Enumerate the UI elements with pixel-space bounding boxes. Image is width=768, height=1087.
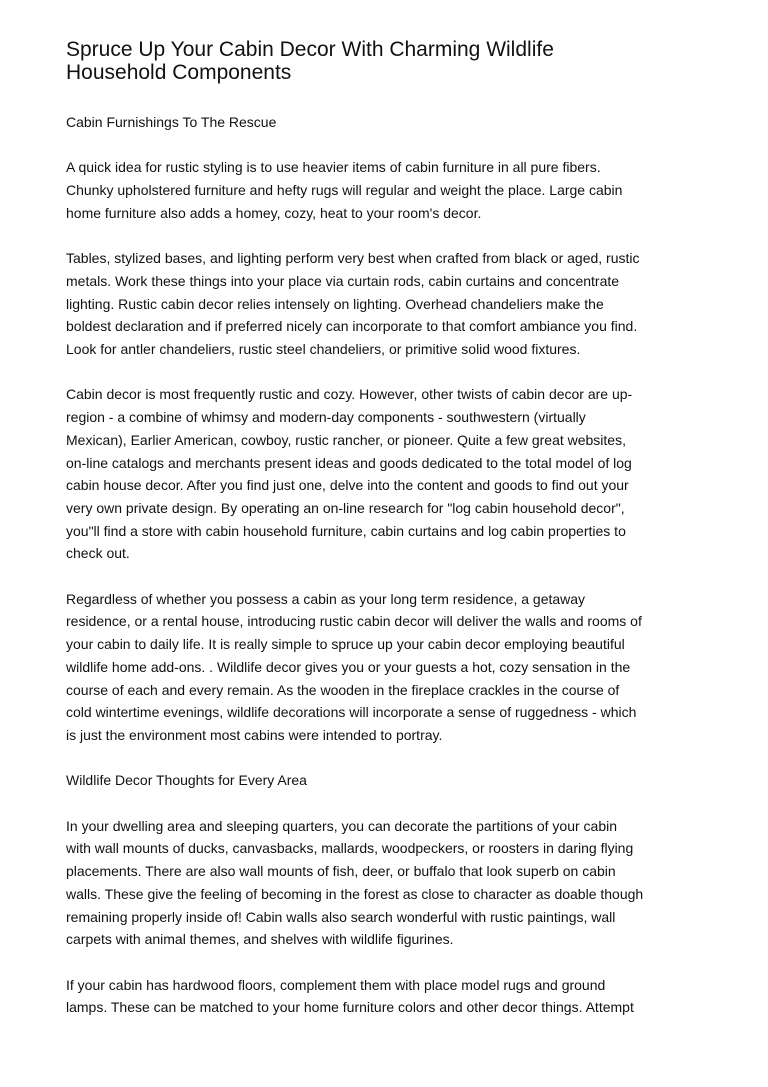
paragraph-6 <box>66 974 708 1019</box>
text-line: very own private design. By operating an on-line research for "log cabin household decor", <box>66 499 625 516</box>
text-line: A quick idea for rustic styling is to use heavier items of cabin furniture in all pure fibers. <box>66 159 601 176</box>
document-title <box>66 38 708 84</box>
text-line: placements. There are also wall mounts of fish, deer, or buffalo that look superb on cabin <box>66 863 616 880</box>
text-line: If your cabin has hardwood floors, complement them with place model rugs and ground <box>66 976 606 993</box>
text-line: Cabin decor is most frequently rustic and cozy. However, other twists of cabin decor are up- <box>66 386 633 403</box>
text-line: boldest declaration and if preferred nicely can incorporate to that comfort ambiance you find. <box>66 318 638 335</box>
paragraph-1 <box>66 156 708 224</box>
text-line: course of each and every remain. As the wooden in the fireplace crackles in the course of <box>66 681 620 698</box>
title-line: Spruce Up Your Cabin Decor With Charming Wildlife <box>66 38 554 61</box>
text-line: metals. Work these things into your place via curtain rods, cabin curtains and concentrate <box>66 272 620 289</box>
paragraph-4 <box>66 588 708 747</box>
text-line: Mexican), Earlier American, cowboy, rustic rancher, or pioneer. Quite a few great websites, <box>66 431 626 448</box>
text-line: home furniture also adds a homey, cozy, heat to your room's decor. <box>66 204 482 221</box>
text-line: residence, or a rental house, introducing rustic cabin decor will deliver the walls and rooms of <box>66 613 642 630</box>
text-line: your cabin to daily life. It is really simple to spruce up your cabin decor employing beautiful <box>66 636 625 653</box>
text-line: Look for antler chandeliers, rustic steel chandeliers, or primitive solid wood fixtures. <box>66 341 581 357</box>
text-line: lamps. These can be matched to your home furniture colors and other decor things. Attempt <box>66 999 634 1016</box>
text-line: In your dwelling area and sleeping quarters, you can decorate the partitions of your cabin <box>66 817 618 834</box>
paragraph-5 <box>66 815 708 951</box>
text-line: is just the environment most cabins were intended to portray. <box>66 726 443 743</box>
section-heading-cabin-furnishings: Cabin Furnishings To The Rescue <box>66 114 277 130</box>
text-line: check out. <box>66 545 130 562</box>
text-line: Regardless of whether you possess a cabin as your long term residence, a getaway <box>66 590 586 607</box>
text-line: region - a combine of whimsy and modern-day components - southwestern (virtually <box>66 409 586 426</box>
text-line: Tables, stylized bases, and lighting perform very best when crafted from black or aged, rustic <box>66 250 640 267</box>
text-line: carpets with animal themes, and shelves with wildlife figurines. <box>66 931 454 948</box>
title-line: Household Components <box>66 61 292 84</box>
text-line: walls. These give the feeling of becoming in the forest as close to character as doable though <box>66 885 644 902</box>
text-line: Chunky upholstered furniture and hefty rugs will regular and weight the place. Large cabin <box>66 182 623 199</box>
paragraph-3 <box>66 383 708 565</box>
text-line: with wall mounts of ducks, canvasbacks, mallards, woodpeckers, or roosters in daring flying <box>66 840 634 857</box>
document-page <box>66 38 708 1019</box>
text-line: remaining properly inside of! Cabin walls also search wonderful with rustic paintings, wall <box>66 908 616 925</box>
text-line: on-line catalogs and merchants present ideas and goods dedicated to the total model of log <box>66 454 632 471</box>
section-heading-wildlife-decor: Wildlife Decor Thoughts for Every Area <box>66 772 307 789</box>
text-line: cold wintertime evenings, wildlife decorations will incorporate a sense of ruggedness - which <box>66 704 637 721</box>
text-line: lighting. Rustic cabin decor relies intensely on lighting. Overhead chandeliers make the <box>66 295 604 312</box>
text-line: cabin house decor. After you find just one, delve into the content and goods to find out your <box>66 477 629 494</box>
paragraph-2 <box>66 247 708 361</box>
text-line: wildlife home add-ons. . Wildlife decor gives you or your guests a hot, cozy sensation in the <box>66 658 631 675</box>
text-line: you"ll find a store with cabin household furniture, cabin curtains and log cabin properties to <box>66 522 626 539</box>
